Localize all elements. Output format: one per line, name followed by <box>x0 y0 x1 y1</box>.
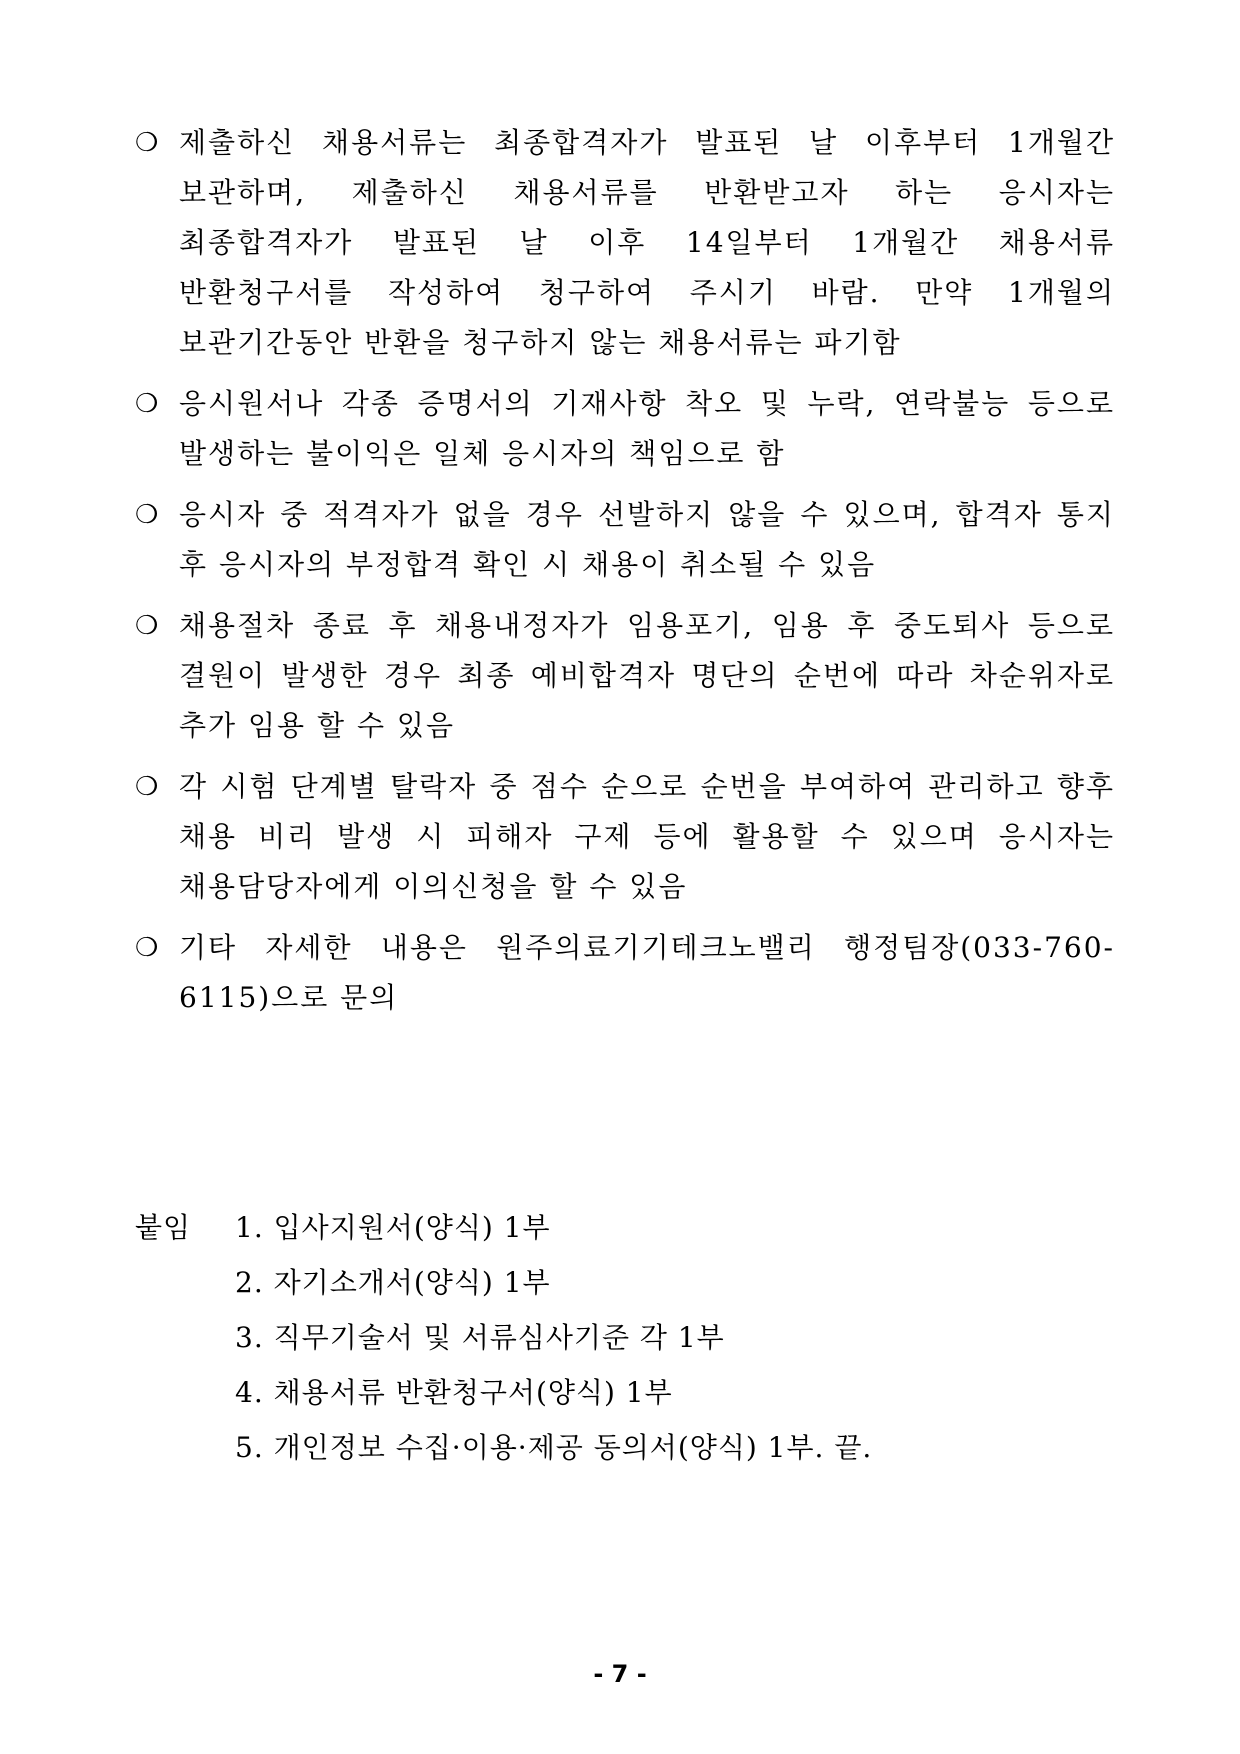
circle-bullet-icon: ❍ <box>135 933 159 963</box>
notice-text-ranking-management: 각 시험 단계별 탈락자 중 점수 순으로 순번을 부여하여 관리하고 향후 채용 비리 발생 시 피해자 구제 등에 활용할 수 있으며 응시자는 채용담당자에게 이의신청을 할 수 있음 <box>179 770 1115 903</box>
circle-bullet-icon: ❍ <box>135 772 159 802</box>
notice-item <box>135 923 1115 1023</box>
page-number: - 7 - <box>593 1660 647 1688</box>
circle-bullet-icon: ❍ <box>135 611 159 641</box>
notice-item <box>135 379 1115 479</box>
attachment-item: 2. 자기소개서(양식) 1부 <box>235 1266 551 1299</box>
notice-item <box>135 762 1115 912</box>
notice-item <box>135 118 1115 368</box>
notice-list <box>135 118 1115 1034</box>
notice-item <box>135 601 1115 751</box>
attachment-item: 5. 개인정보 수집·이용·제공 동의서(양식) 1부. 끝. <box>235 1431 873 1464</box>
attachments-list <box>235 1200 872 1475</box>
attachment-item: 3. 직무기술서 및 서류심사기준 각 1부 <box>235 1321 725 1354</box>
circle-bullet-icon: ❍ <box>135 500 159 530</box>
notice-text-contact-inquiry: 기타 자세한 내용은 원주의료기기테크노밸리 행정팀장(033-760-6115)으로 문의 <box>179 931 1115 1014</box>
attachment-item: 1. 입사지원서(양식) 1부 <box>235 1211 551 1244</box>
circle-bullet-icon: ❍ <box>135 389 159 419</box>
notice-item <box>135 490 1115 590</box>
attachments-label: 붙임 <box>135 1211 192 1244</box>
notice-text-reserve-candidates: 채용절차 종료 후 채용내정자가 임용포기, 임용 후 중도퇴사 등으로 결원이 발생한 경우 최종 예비합격자 명단의 순번에 따라 차순위자로 추가 임용 할 수 있음 <box>179 609 1115 742</box>
notice-text-applicant-responsibility: 응시원서나 각종 증명서의 기재사항 착오 및 누락, 연락불능 등으로 발생하는 불이익은 일체 응시자의 책임으로 함 <box>179 387 1115 470</box>
notice-text-document-retention: 제출하신 채용서류는 최종합격자가 발표된 날 이후부터 1개월간 보관하며, 제출하신 채용서류를 반환받고자 하는 응시자는 최종합격자가 발표된 날 이후 14일부터 1개월간 채용서류 반환청구서를 작성하여 청구하여 주시기 바람. 만약 1개월의 보관기간동안 반환을 청구하지 않는 채용서류는 파기함 <box>179 126 1115 359</box>
circle-bullet-icon: ❍ <box>135 128 159 158</box>
notice-text-no-qualified-applicant: 응시자 중 적격자가 없을 경우 선발하지 않을 수 있으며, 합격자 통지 후 응시자의 부정합격 확인 시 채용이 취소될 수 있음 <box>179 498 1115 581</box>
attachment-item: 4. 채용서류 반환청구서(양식) 1부 <box>235 1376 673 1409</box>
